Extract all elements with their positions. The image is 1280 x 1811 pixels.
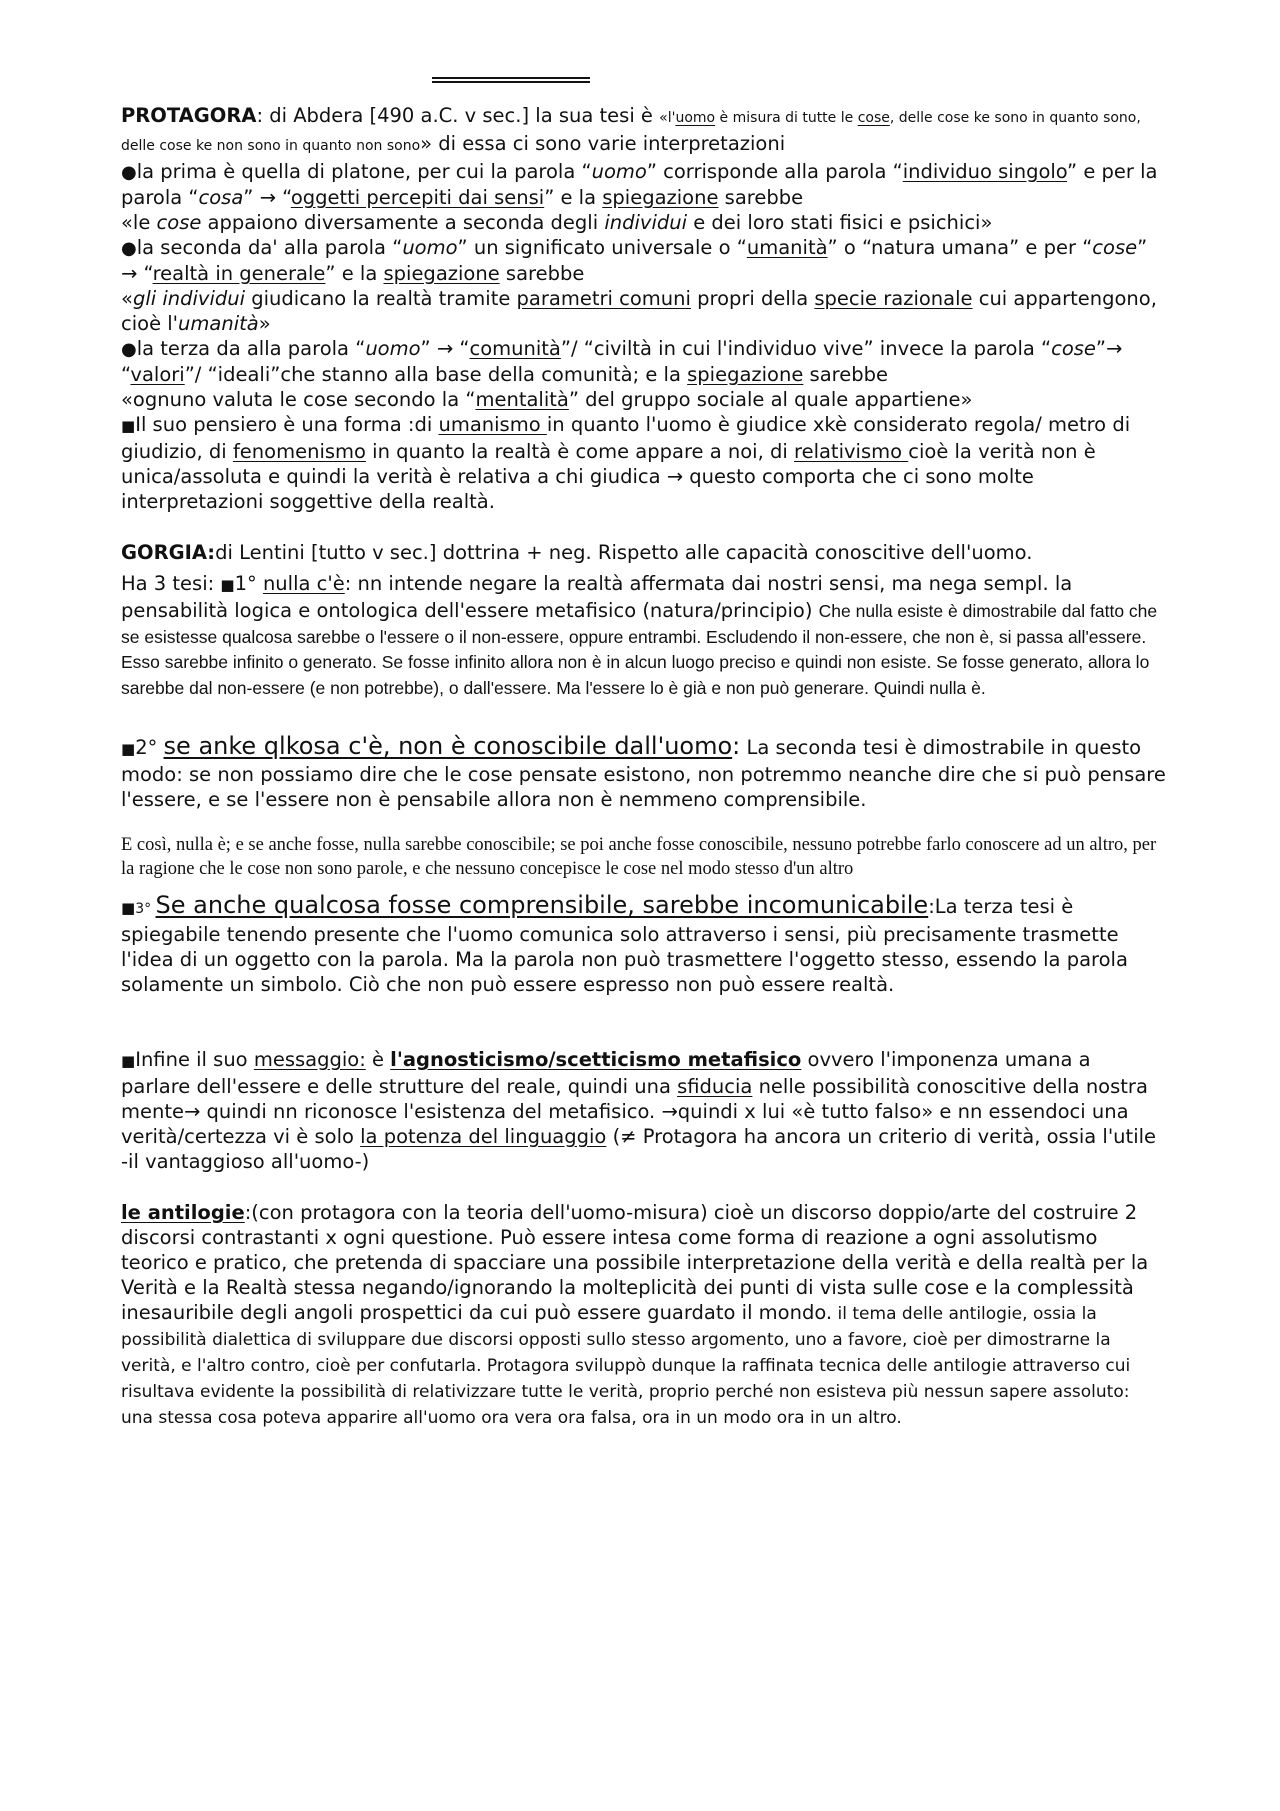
bullet-square-icon: ■ xyxy=(220,576,235,594)
protagora-third-interpretation: ●la terza da alla parola “uomo” → “comunità”/ “civiltà in cui l'individuo vive” invece la parola “cose”→ “valori”/ “ideali”che stanno alla base della comunità; e la spiegazione sarebbe «ognuno valuta le cose secondo la “mentalità” del gruppo sociale al quale appartiene» xyxy=(121,337,1123,411)
antilogie-heading: le antilogie xyxy=(121,1201,245,1224)
bullet-dot-icon: ● xyxy=(121,162,137,183)
bullet-square-icon: ■ xyxy=(121,417,136,435)
protagora-second-interpretation: ●la seconda da' alla parola “uomo” un significato universale o “umanità” o “natura umana” e per “cose” → “realtà in generale” e la spiegazione sarebbe «gli individui giudicano la realtà tramite parametri comuni propri della specie razionale cui appartengono, cioè l'umanità» xyxy=(121,236,1157,335)
bullet-square-icon: ■ xyxy=(121,899,136,917)
protagora-thought: ■Il suo pensiero è una forma :di umanismo in quanto l'uomo è giudice xkè considerato regola/ metro di giudizio, di fenomenismo in quanto la realtà è come appare a noi, di relativismo cioè la verità non è unica/assoluta e quindi la verità è relativa a chi giudica → questo comporta che ci sono molte interpretazioni soggettive della realtà. xyxy=(121,413,1131,513)
top-double-rule xyxy=(432,77,590,83)
bullet-dot-icon: ● xyxy=(121,339,137,360)
antilogie-section: le antilogie:(con protagora con la teoria dell'uomo-misura) cioè un discorso doppio/arte del costruire 2 discorsi contrastanti x ogni questione. Può essere intesa come forma di reazione a ogni assolutismo teorico e pratico, che pretenda di spacciare una possibile interpretazione della verità e della realtà per la Verità e la Realtà stessa negando/ignorando la molteplicità dei punti di vista sulle cose e la complessità inesauribile degli angoli prospettici da cui può essere guardato il mondo. il tema delle antilogie, ossia la possibilità dialettica di sviluppare due discorsi opposti sullo stesso argomento, uno a favore, cioè per dimostrarne la verità, e l'altro contro, cioè per confutarla. Protagora sviluppò dunque la raffinata tecnica delle antilogie attraverso cui risultava evidente la possibilità di relativizzare tutte le verità, proprio perché non esisteva più nessun sapere assoluto: una stessa cosa poteva apparire all'uomo ora vera ora falsa, ora in un modo ora in un altro. xyxy=(121,1201,1149,1428)
gorgia-message: ■Infine il suo messaggio: è l'agnosticismo/scetticismo metafisico ovvero l'imponenza umana a parlare dell'essere e delle strutture del reale, quindi una sfiducia nelle possibilità conoscitive della nostra mente→ quindi nn riconosce l'esistenza del metafisico. →quindi x lui «è tutto falso» e nn essendoci una verità/certezza vi è solo la potenza del linguaggio (≠ Protagora ha ancora un criterio di verità, ossia l'utile -il vantaggioso all'uomo-) xyxy=(121,1048,1157,1173)
protagora-first-interpretation: ●la prima è quella di platone, per cui la parola “uomo” corrisponde alla parola “individuo singolo” e per la parola “cosa” → “oggetti percepiti dai sensi” e la spiegazione sarebbe «le cose appaiono diversamente a seconda degli individui e dei loro stati fisici e psichici» xyxy=(121,160,1158,234)
gorgia-heading: GORGIA: xyxy=(121,541,216,564)
gorgia-summary-quote: E così, nulla è; e se anche fosse, nulla sarebbe conoscibile; se poi anche fosse conoscibile, nessuno potrebbe farlo conoscere ad un altro, per la ragione che le cose non sono parole, e che nessuno concepisce le cose nel modo stesso d'un altro xyxy=(121,835,1157,879)
gorgia-tesi-2: ■2° se anke qlkosa c'è, non è conoscibile dall'uomo: La seconda tesi è dimostrabile in questo modo: se non possiamo dire che le cose pensate esistono, non potremmo neanche dire che si può pensare l'essere, e se l'essere non è pensabile allora non è nemmeno comprensibile. xyxy=(121,732,1166,811)
protagora-intro: PROTAGORA: di Abdera [490 a.C. v sec.] la sua tesi è «l'uomo è misura di tutte le cose, delle cose ke sono in quanto sono, delle cose ke non sono in quanto non sono» di essa ci sono varie interpretazioni xyxy=(121,104,1141,155)
protagora-heading: PROTAGORA xyxy=(121,104,257,127)
document-body xyxy=(121,103,1166,1430)
gorgia-tesi-1: Ha 3 tesi: ■1° nulla c'è: nn intende negare la realtà affermata dai nostri sensi, ma nega sempl. la pensabilità logica e ontologica dell'essere metafisico (natura/principio) Che nulla esiste è dimostrabile dal fatto che se esistesse qualcosa sarebbe o l'essere o il non-essere, oppure entrambi. Escludendo il non-essere, che non è, si passa all'essere. Esso sarebbe infinito o generato. Se fosse infinito allora non è in alcun luogo preciso e quindi non esiste. Se fosse generato, allora lo sarebbe dal non-essere (e non potrebbe), o dall'essere. Ma l'essere lo è già e non può generare. Quindi nulla è. xyxy=(121,572,1158,698)
gorgia-tesi-3: ■3° Se anche qualcosa fosse comprensibile, sarebbe incomunicabile:La terza tesi è spiegabile tenendo presente che l'uomo comunica solo attraverso i sensi, più precisamente trasmette l'idea di un oggetto con la parola. Ma la parola non può trasmettere l'oggetto stesso, essendo la parola solamente un simbolo. Ciò che non può essere espresso non può essere realtà. xyxy=(121,891,1128,996)
bullet-square-icon: ■ xyxy=(121,1052,136,1070)
gorgia-intro: GORGIA:di Lentini [tutto v sec.] dottrina + neg. Rispetto alle capacità conoscitive dell'uomo. xyxy=(121,541,1033,564)
bullet-square-icon: ■ xyxy=(121,740,136,758)
protagora-quote: «l'uomo è misura di tutte le cose, delle cose ke sono in quanto sono, delle cose ke non sono in quanto non sono xyxy=(121,110,1141,154)
bullet-dot-icon: ● xyxy=(121,238,137,259)
